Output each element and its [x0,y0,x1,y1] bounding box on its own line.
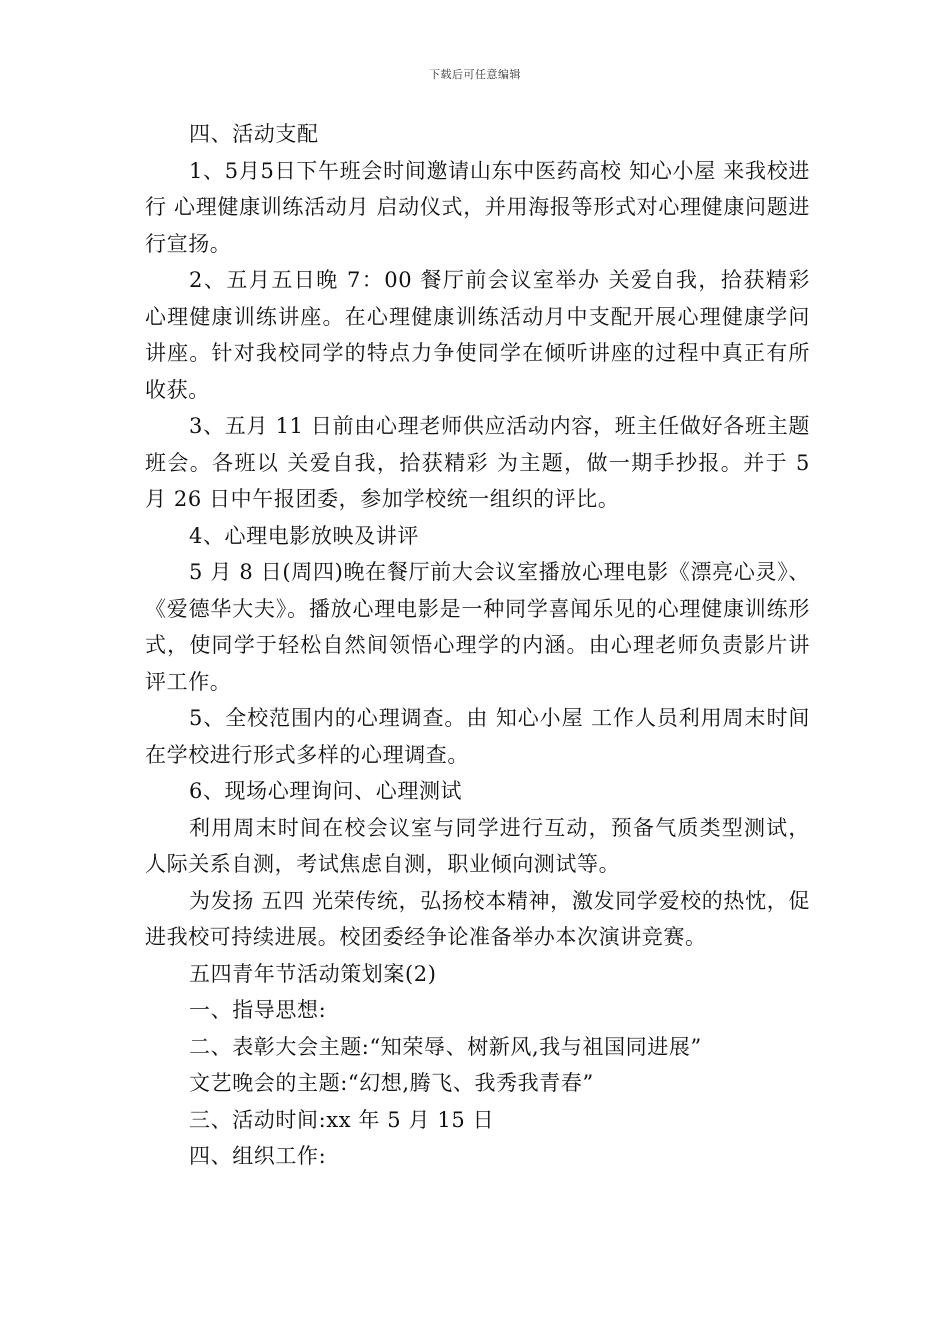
section-heading-ceremony-theme: 二、表彰大会主题:“知荣辱、树新风,我与祖国同进展” [189,1034,702,1059]
paragraph-item-1: 1、5月5日下午班会时间邀请山东中医药高校 知心小屋 来我校进行 心理健康训练活动月 启动仪式，并用海报等形式对心理健康问题进行宣扬。 [145,158,810,256]
paragraph-closing: 为发扬 五四 光荣传统，弘扬校本精神，激发同学爱校的热忱，促进我校可持续进展。校团委经争论准备举办本次演讲竞赛。 [145,888,810,949]
paragraph-item-4-body: 5 月 8 日(周四)晚在餐厅前大会议室播放心理电影《漂亮心灵》、《爱德华大夫》。播放心理电影是一种同学喜闻乐见的心理健康训练形式，使同学于轻松自然间领悟心理学的内涵。由心理老师负责影片讲评工作。 [145,560,810,694]
paragraph-item-6-body: 利用周末时间在校会议室与同学进行互动，预备气质类型测试，人际关系自测，考试焦虑自测，职业倾向测试等。 [145,815,810,876]
section-heading-organization: 四、组织工作: [189,1144,327,1168]
paragraph-item-3: 3、五月 11 日前由心理老师供应活动内容，班主任做好各班主题班会。各班以 关爱自我，拾获精彩 为主题，做一期手抄报。并于 5 月 26 日中午报团委，参加学校统一组织的评比。 [145,414,810,511]
section-heading-guiding-thought: 一、指导思想: [189,998,327,1022]
paragraph-gala-theme: 文艺晚会的主题:“幻想,腾飞、我秀我青春” [189,1071,594,1095]
document-body [145,116,810,1175]
section-heading-activity-arrangement: 四、活动支配 [189,122,319,146]
paragraph-item-4-title: 4、心理电影放映及讲评 [189,523,419,548]
section-heading-activity-time: 三、活动时间:xx 年 5 月 15 日 [189,1107,495,1132]
paragraph-item-2: 2、五月五日晚 7：00 餐厅前会议室举办 关爱自我，拾获精彩 心理健康训练讲座。在心理健康训练活动月中支配开展心理健康学问讲座。针对我校同学的特点力争使同学在倾听讲座的过程中真正有所收获。 [145,268,810,402]
section-title-plan-2: 五四青年节活动策划案(2) [189,961,437,986]
paragraph-item-5: 5、全校范围内的心理调查。由 知心小屋 工作人员利用周末时间在学校进行形式多样的心理调查。 [145,706,810,767]
paragraph-item-6-title: 6、现场心理询问、心理测试 [189,779,463,803]
page-header: 下载后可任意编辑 [429,68,521,81]
